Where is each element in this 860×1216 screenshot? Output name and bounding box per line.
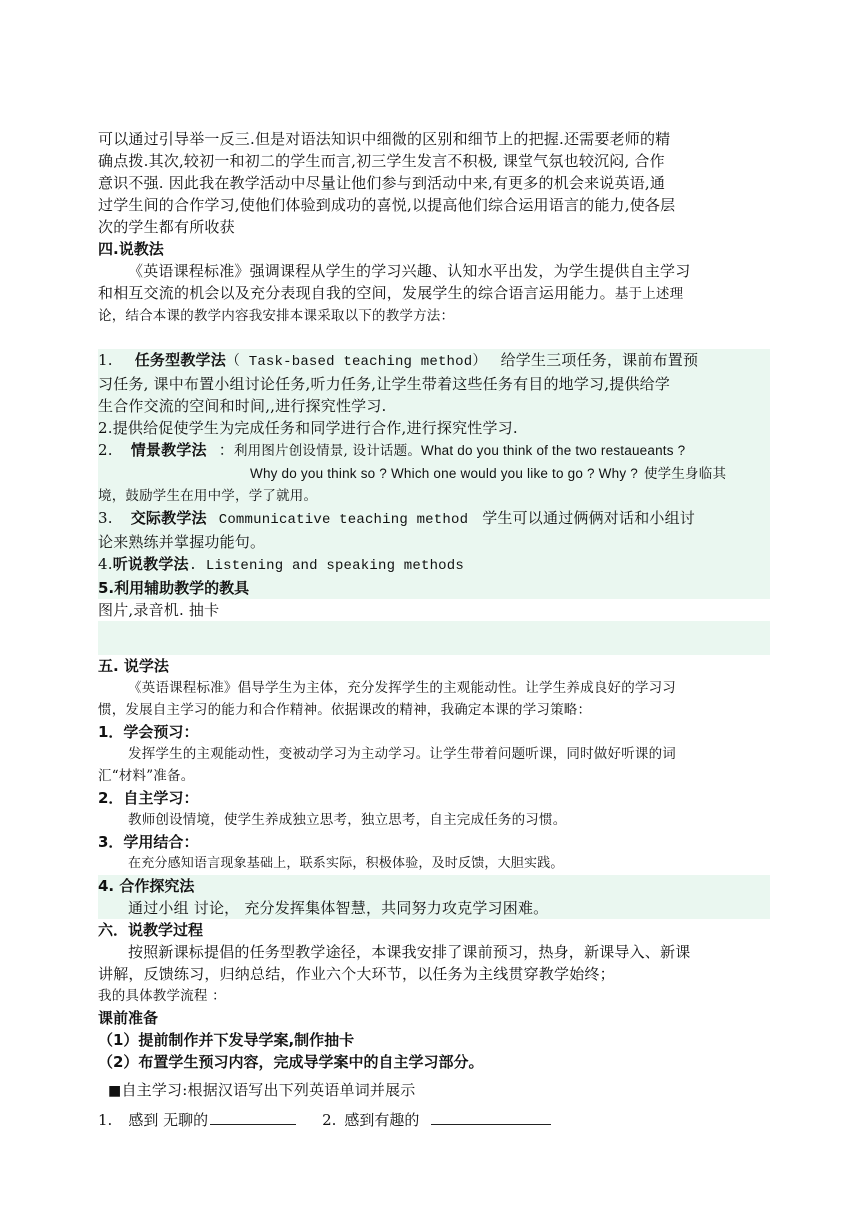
text-line: 论，结合本课的教学内容我安排本课采取以下的教学方法： [98,308,455,324]
text-line: 论来熟练并掌握功能句。 [98,533,266,551]
text-line: Why do you think so ? Which one would you like to go ? Why ? 使学生身临其 [250,466,727,482]
text-line: 按照新课标提倡的任务型教学途径，本课我安排了课前预习，热身，新课导入、新课 [128,943,691,961]
item-prompt: 感到 无聊的 [128,1111,209,1129]
strategy-heading: 4. 合作探究法 [98,877,195,895]
prep-heading: 课前准备 [98,1009,159,1027]
text-line: 境，鼓励学生在用中学，学了就用。 [98,488,318,504]
text-line: 《英语课程标准》倡导学生为主体，充分发挥学生的主观能动性。让学生养成良好的学习习 [128,680,676,696]
method-communicative: 3. 交际教学法 Communicative teaching method 学生可以通过俩俩对话和小组讨 [98,509,695,528]
text-line: 《英语课程标准》强调课程从学生的学习兴趣、认知水平出发，为学生提供自主学习 [128,262,691,280]
text-line: 惯，发展自主学习的能力和合作精神。依据课改的精神，我确定本课的学习策略： [98,702,592,718]
text-line: 意识不强. 因此我在教学活动中尽量让他们参与到活动中来,有更多的机会来说英语,通 [98,174,666,192]
text-line: 习任务, 课中布置小组讨论任务,听力任务,让学生带着这些任务有目的地学习,提供给学 [98,375,671,393]
fill-in-exercise [98,1108,770,1132]
intro-paragraph [98,128,770,238]
text-line: 在充分感知语言现象基础上，联系实际，积极体验，及时反馈，大胆实践。 [128,856,564,871]
text-line: 可以通过引导举一反三.但是对语法知识中细微的区别和细节上的把握.还需要老师的精 [98,130,671,148]
item-number: 1. [98,1111,113,1129]
teaching-process-intro [98,941,770,985]
teaching-aids-text: 图片,录音机. 抽卡 [98,601,220,619]
method-listening-speaking: 4.听说教学法. Listening and speaking methods [98,555,464,574]
text-line: 教师创设情境，使学生养成独立思考，独立思考，自主完成任务的习惯。 [128,812,567,828]
text-line: 生合作交流的空间和时间,,进行探究性学习. [98,397,387,415]
section-heading-learning-methods: 五. 说学法 [98,657,169,675]
shaded-gap [98,621,770,655]
learning-methods-intro [98,677,770,721]
method-situational: 2. 情景教学法 ：利用图片创设情景, 设计话题。What do you think of the two restaueants ? [98,441,686,459]
learning-strategy-2 [98,787,770,831]
text-line: 2.提供给促使学生为完成任务和同学进行合作,进行探究性学习. [98,419,518,437]
square-bullet-icon: ■ [108,1083,122,1099]
text-line: 通过小组 讨论， 充分发挥集体智慧，共同努力攻克学习困难。 [128,899,549,917]
item-prompt: 感到有趣的 [344,1111,420,1129]
text-line: 和相互交流的机会以及充分表现自我的空间，发展学生的综合语言运用能力。基于上述理 [98,284,684,302]
learning-strategy-4 [98,875,770,919]
learning-strategy-3 [98,831,770,875]
section-heading-teaching-process: 六．说教学过程 [98,921,204,939]
method-list [98,349,770,599]
flow-label: 我的具体教学流程 ： [98,988,226,1004]
text-line: 发挥学生的主观能动性，变被动学习为主动学习。让学生带着问题听课，同时做好听课的词 [128,746,676,762]
teaching-methods-intro [98,260,770,327]
teaching-aids-heading: 5.利用辅助教学的教具 [98,579,250,597]
prep-item: （1）提前制作并下发导学案,制作抽卡 [98,1031,355,1049]
strategy-heading: 1．学会预习： [98,723,199,741]
answer-blank[interactable] [431,1108,551,1125]
text-line: 过学生间的合作学习,使他们体验到成功的喜悦,以提高他们综合运用语言的能力,使各层 [98,196,676,214]
text-line: 汇“材料”准备。 [98,768,195,784]
method-task-based: 1. 任务型教学法（ Task-based teaching method） 给学生三项任务，课前布置预 [98,351,699,370]
learning-strategy-1 [98,721,770,787]
text-line: 确点拨.其次,较初一和初二的学生而言,初三学生发言不积极, 课堂气氛也较沉闷, 合作 [98,152,665,170]
text-line: 次的学生都有所收获 [98,218,235,236]
prep-item: （2）布置学生预习内容，完成导学案中的自主学习部分。 [98,1053,484,1071]
section-heading-teaching-methods: 四.说教法 [98,240,164,258]
document-body [98,128,770,1132]
self-study-line: ■自主学习:根据汉语写出下列英语单词并展示 [108,1081,416,1099]
strategy-heading: 3．学用结合： [98,833,199,851]
answer-blank[interactable] [210,1108,296,1125]
item-number: 2. [322,1111,337,1129]
strategy-heading: 2．自主学习： [98,789,199,807]
text-line: 讲解，反馈练习，归纳总结，作业六个大环节，以任务为主线贯穿教学始终； [98,965,615,983]
